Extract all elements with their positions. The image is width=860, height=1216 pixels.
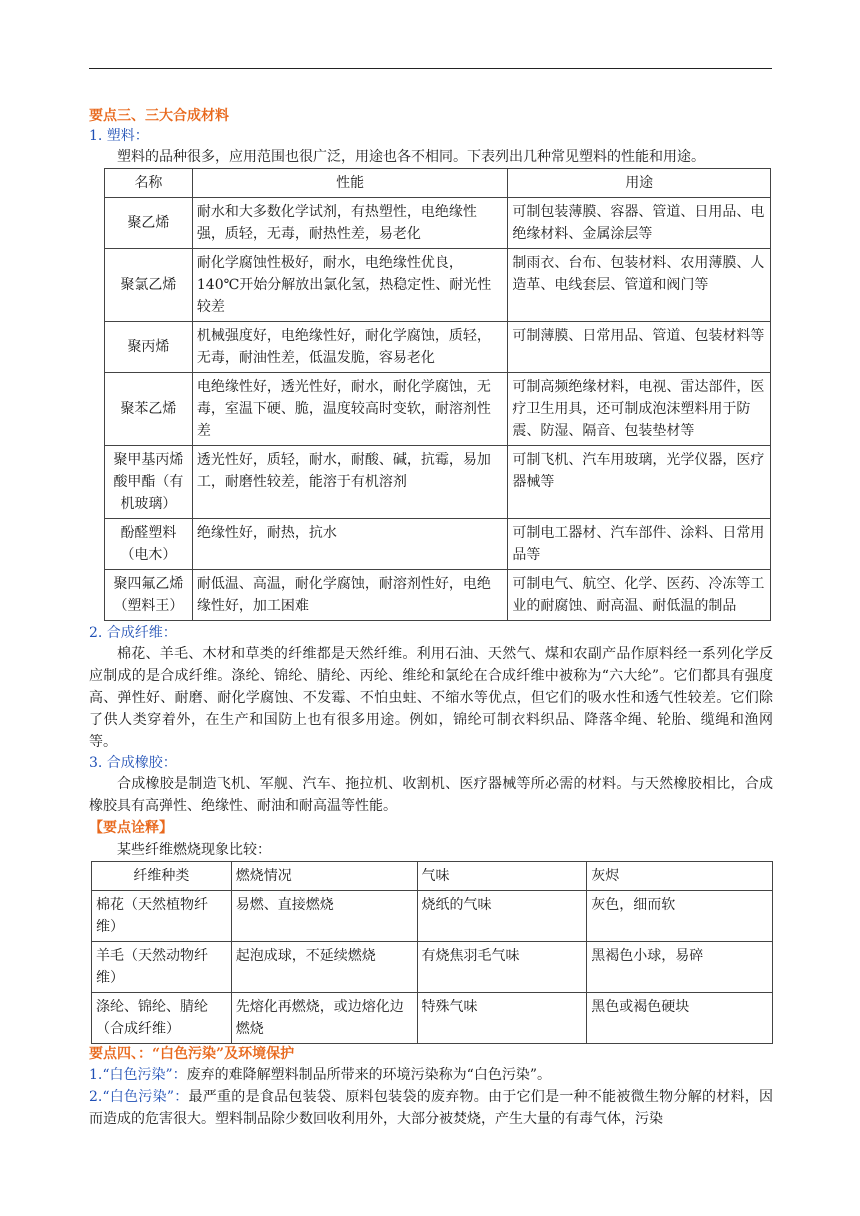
plastic-props: 电绝缘性好，透光性好，耐水，耐化学腐蚀，无毒，室温下硬、脆，温度较高时变软，耐溶剂性差 [192, 373, 508, 446]
table-header-row [105, 169, 771, 198]
fiber-kind: 羊毛（天然动物纤维） [92, 942, 232, 993]
col-header-burn: 燃烧情况 [231, 862, 417, 891]
header-rule [89, 68, 772, 69]
plastic-props: 绝缘性好，耐热，抗水 [192, 519, 508, 570]
explain-intro: 某些纤维燃烧现象比较： [117, 842, 271, 858]
fiber-burn: 起泡成球，不延续燃烧 [231, 942, 417, 993]
plastics-heading: 1. 塑料： [89, 128, 149, 144]
fiber-ash: 灰色，细而软 [587, 891, 773, 942]
col-header-smell: 气味 [417, 862, 587, 891]
table-row [105, 373, 771, 446]
table-row [92, 942, 773, 993]
col-header-kind: 纤维种类 [92, 862, 232, 891]
plastic-props: 耐化学腐蚀性极好，耐水，电绝缘性优良，140℃开始分解放出氯化氢，热稳定性、耐光性较差 [192, 249, 508, 322]
fibers-heading: 2. 合成纤维： [89, 625, 177, 641]
plastic-name: 聚乙烯 [105, 198, 193, 249]
fiber-burning-table [91, 861, 773, 1044]
col-header-props: 性能 [192, 169, 508, 198]
plastic-uses: 制雨衣、台布、包装材料、农用薄膜、人造革、电线套层、管道和阀门等 [508, 249, 771, 322]
plastic-uses: 可制电气、航空、化学、医药、冷冻等工业的耐腐蚀、耐高温、耐低温的制品 [508, 570, 771, 621]
plastic-name: 聚甲基丙烯酸甲酯（有机玻璃） [105, 446, 193, 519]
fibers-text: 棉花、羊毛、木材和草类的纤维都是天然纤维。利用石油、天然气、煤和农副产品作原料经一系列化学反应制成的是合成纤维。涤纶、锦纶、腈纶、丙纶、维纶和氯纶在合成纤维中被称为“六大纶”。它们都具有强度高、弹性好、耐磨、耐化学腐蚀、不发霉、不怕虫蛀、不缩水等优点，但它们的吸水性和透气性较差。它们除了供人类穿着外，在生产和国防上也有很多用途。例如，锦纶可制衣料织品、降落伞绳、轮胎、缆绳和渔网等。 [89, 646, 773, 750]
fiber-burn: 易燃、直接燃烧 [231, 891, 417, 942]
plastic-name: 聚苯乙烯 [105, 373, 193, 446]
fiber-ash: 黑色或褐色硬块 [587, 993, 773, 1044]
plastic-name: 酚醛塑料（电木） [105, 519, 193, 570]
plastic-name: 聚四氟乙烯（塑料王） [105, 570, 193, 621]
fiber-kind: 涤纶、锦纶、腈纶（合成纤维） [92, 993, 232, 1044]
explain-label: 【要点诠释】 [89, 820, 173, 836]
white-pollution-definition [89, 1064, 773, 1086]
document-body [89, 106, 773, 1130]
fiber-smell: 有烧焦羽毛气味 [417, 942, 587, 993]
table-row [105, 570, 771, 621]
col-header-name: 名称 [105, 169, 193, 198]
table-row [105, 322, 771, 373]
white-pollution-sources [89, 1086, 773, 1130]
plastics-table [104, 168, 771, 621]
item2-label: 2.“白色污染”： [89, 1089, 189, 1105]
plastics-intro: 塑料的品种很多，应用范围也很广泛，用途也各不相同。下表列出几种常见塑料的性能和用途。 [117, 149, 705, 165]
table-header-row [92, 862, 773, 891]
plastic-uses: 可制高频绝缘材料，电视、雷达部件，医疗卫生用具，还可制成泡沫塑料用于防震、防湿、隔音、包装垫材等 [508, 373, 771, 446]
col-header-uses: 用途 [508, 169, 771, 198]
plastic-uses: 可制电工器材、汽车部件、涂料、日常用品等 [508, 519, 771, 570]
table-row [105, 446, 771, 519]
col-header-ash: 灰烬 [587, 862, 773, 891]
item1-label: 1.“白色污染”： [89, 1067, 187, 1083]
section-4-title: 要点四、：“白色污染”及环境保护 [89, 1046, 295, 1062]
plastic-props: 耐水和大多数化学试剂，有热塑性，电绝缘性强，质轻，无毒，耐热性差，易老化 [192, 198, 508, 249]
plastic-uses: 可制薄膜、日常用品、管道、包装材料等 [508, 322, 771, 373]
plastic-name: 聚氯乙烯 [105, 249, 193, 322]
fiber-burn: 先熔化再燃烧，或边熔化边燃烧 [231, 993, 417, 1044]
fiber-smell: 烧纸的气味 [417, 891, 587, 942]
table-row [105, 249, 771, 322]
plastic-props: 机械强度好，电绝缘性好，耐化学腐蚀，质轻，无毒，耐油性差，低温发脆，容易老化 [192, 322, 508, 373]
table-row [105, 519, 771, 570]
fiber-kind: 棉花（天然植物纤维） [92, 891, 232, 942]
plastic-props: 透光性好，质轻，耐水，耐酸、碱，抗霉，易加工，耐磨性较差，能溶于有机溶剂 [192, 446, 508, 519]
item2-text: 最严重的是食品包装袋、原料包装袋的废弃物。由于它们是一种不能被微生物分解的材料，因而造成的危害很大。塑料制品除少数回收利用外，大部分被焚烧，产生大量的有毒气体，污染 [89, 1089, 774, 1127]
plastic-name: 聚丙烯 [105, 322, 193, 373]
table-row [105, 198, 771, 249]
plastic-uses: 可制包装薄膜、容器、管道、日用品、电绝缘材料、金属涂层等 [508, 198, 771, 249]
rubber-text: 合成橡胶是制造飞机、军舰、汽车、拖拉机、收割机、医疗器械等所必需的材料。与天然橡胶相比，合成橡胶具有高弹性、绝缘性、耐油和耐高温等性能。 [89, 776, 773, 814]
table-row [92, 891, 773, 942]
rubber-heading: 3. 合成橡胶： [89, 755, 177, 771]
section-3-title: 要点三、三大合成材料 [89, 108, 229, 124]
plastic-props: 耐低温、高温，耐化学腐蚀，耐溶剂性好，电绝缘性好，加工困难 [192, 570, 508, 621]
table-row [92, 993, 773, 1044]
fiber-ash: 黑褐色小球，易碎 [587, 942, 773, 993]
item1-text: 废弃的难降解塑料制品所带来的环境污染称为“白色污染”。 [186, 1067, 551, 1083]
plastic-uses: 可制飞机、汽车用玻璃，光学仪器，医疗器械等 [508, 446, 771, 519]
fiber-smell: 特殊气味 [417, 993, 587, 1044]
